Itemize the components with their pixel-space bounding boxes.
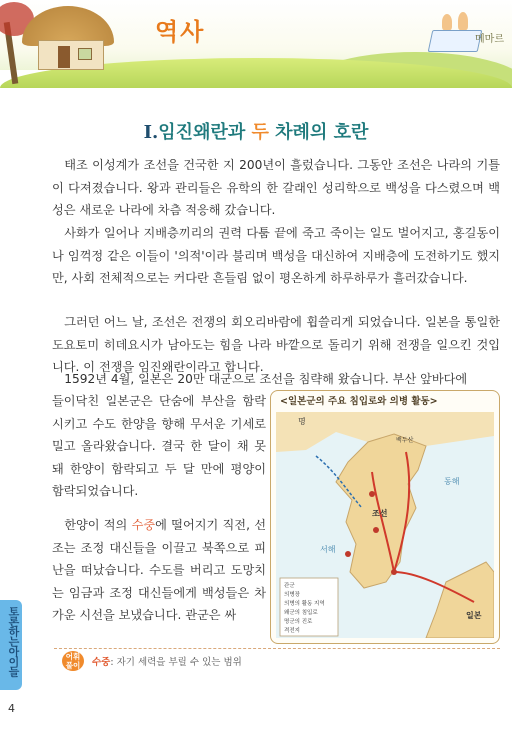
battle-site-marker bbox=[391, 569, 397, 575]
map-caption: <일본군의 주요 침입로와 의병 활동> bbox=[280, 396, 438, 407]
paragraph-4-continued: 들이닥친 일본군은 단숨에 부산을 함락시키고 수도 한양을 향해 무서운 기세로 밀고 올라왔습니다. 결국 한 달이 채 못돼 한양이 함락되고 두 달 만에 평양이 함락되었습니다. bbox=[52, 394, 266, 498]
paragraph-5-start: 한양이 적의 bbox=[64, 518, 132, 532]
legend-item: 명군의 진로 bbox=[284, 619, 313, 625]
paragraph-5 bbox=[52, 514, 266, 627]
footnote-text bbox=[92, 654, 242, 668]
house-door-illustration bbox=[58, 46, 70, 68]
paragraph-3: 그러던 어느 날, 조선은 전쟁의 회오리바람에 휩쓸리게 되었습니다. 일본을 통일한 도요토미 히데요시가 남아도는 힘을 나라 바깥으로 돌리기 위해 전쟁을 일으킨 것입니다. 이 전쟁을 임진왜란이라고 합니다. bbox=[52, 315, 500, 374]
section-title-main: 임진왜란과 bbox=[158, 122, 252, 143]
section-number: I. bbox=[143, 122, 159, 143]
highlighted-term: 수중 bbox=[131, 518, 156, 532]
paragraph-2: 사화가 일어나 지배층끼리의 권력 다툼 끝에 죽고 죽이는 일도 벌어지고, 홍길동이나 임꺽정 같은 이들이 '의적'이라 불리며 백성을 대신하여 지배층에 도전하기도 했지만, 사회 전체적으로는 커다란 흔들림 없이 평온하게 하루하루가 흘러갔습니다. bbox=[52, 226, 500, 285]
map-label-korea: 조선 bbox=[372, 509, 388, 518]
battle-site-marker bbox=[373, 527, 379, 533]
page-header bbox=[0, 0, 512, 92]
page-number: 4 bbox=[8, 702, 15, 715]
invasion-route-map bbox=[276, 412, 494, 638]
legend-item: 왜군의 침입로 bbox=[284, 610, 318, 616]
battle-site-marker bbox=[369, 491, 375, 497]
battle-site-marker bbox=[345, 551, 351, 557]
vocabulary-badge: 어휘 풀이 bbox=[62, 651, 84, 671]
legend-item: 의병의 활동 지역 bbox=[284, 601, 325, 607]
subject-label: 역사 bbox=[155, 18, 206, 46]
paragraph-5-rest: 에 떨어지기 직전, 선조는 조정 대신들을 이끌고 북쪽으로 피난을 떠났습니다. 수도를 버리고 도망치는 임금과 조정 대신들에게 백성들은 차가운 시선을 보냈습니다. 관군은 싸 bbox=[52, 518, 266, 622]
footnote-term: 수중 bbox=[92, 657, 111, 668]
paragraph-4-lead: 1592년 4월, 일본은 20만 대군으로 조선을 침략해 왔습니다. 부산 앞바다에 bbox=[64, 372, 468, 386]
map-label-east-sea: 동해 bbox=[444, 477, 460, 486]
house-window-illustration bbox=[78, 48, 92, 60]
legend-item: 격전지 bbox=[284, 628, 300, 634]
child-illustration bbox=[442, 14, 452, 30]
section-title-rest: 차례의 호란 bbox=[268, 122, 369, 143]
section-title bbox=[0, 118, 512, 144]
legend-item: 관군 bbox=[284, 583, 295, 589]
map-label-mountain: 백두산 bbox=[396, 437, 414, 444]
map-label-west-sea: 서해 bbox=[320, 545, 336, 554]
child-illustration bbox=[458, 12, 468, 30]
house-wall-illustration bbox=[38, 40, 104, 70]
book-title: 토론하는아이들 bbox=[7, 606, 20, 676]
map-label-ming: 명 bbox=[298, 417, 306, 426]
section-title-accent: 두 bbox=[251, 122, 269, 143]
paragraph-1: 태조 이성계가 조선을 건국한 지 200년이 흘렀습니다. 그동안 조선은 나라의 기틀이 다져졌습니다. 왕과 관리들은 유학의 한 갈래인 성리학으로 백성을 다스렸으며 백성은 새로운 나라에 차츰 적응해 갔습니다. bbox=[52, 158, 500, 217]
series-label: 메마르 bbox=[475, 34, 504, 45]
map-label-japan: 일본 bbox=[466, 611, 482, 620]
legend-item: 의병장 bbox=[284, 592, 300, 598]
footnote-definition: : 자기 세력을 부릴 수 있는 범위 bbox=[110, 657, 242, 668]
